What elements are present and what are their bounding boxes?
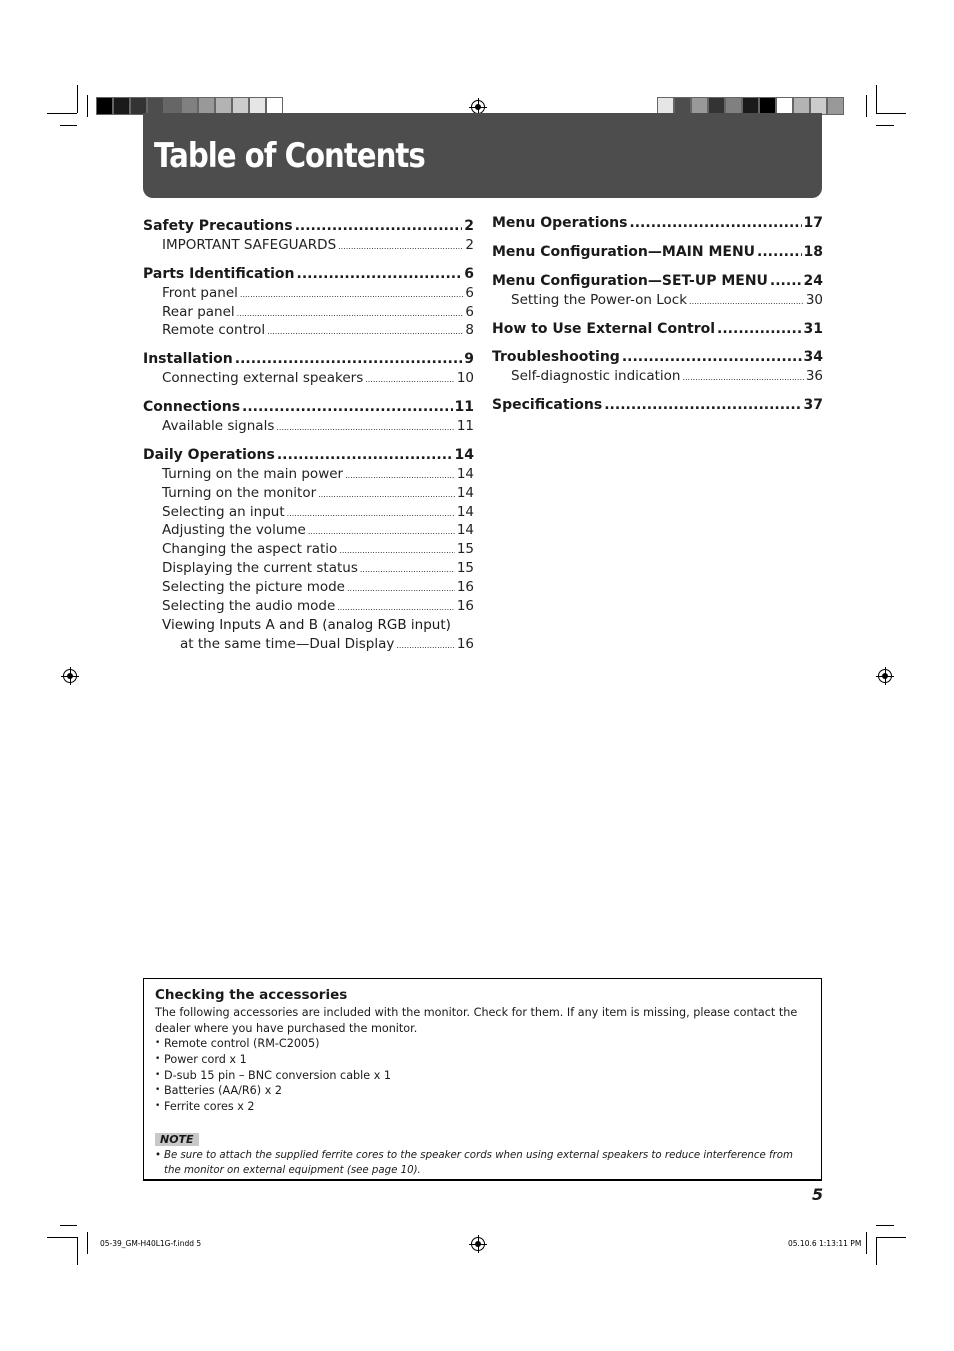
dot-leader	[682, 369, 803, 388]
toc-page-number: 14	[456, 484, 474, 501]
accessories-list	[155, 1036, 810, 1115]
crop-mark	[876, 125, 894, 126]
list-item: • Ferrite cores x 2	[155, 1099, 810, 1115]
color-swatch	[827, 97, 844, 115]
crop-mark	[47, 113, 77, 114]
dot-leader	[717, 320, 801, 339]
toc-group	[143, 350, 474, 388]
crop-mark	[876, 1237, 906, 1238]
toc-subsection-entry[interactable]	[143, 465, 474, 484]
toc-subsection-entry[interactable]	[143, 559, 474, 578]
toc-group	[492, 320, 823, 339]
toc-section-entry[interactable]	[492, 272, 823, 291]
toc-group	[492, 272, 823, 310]
toc-right-column	[492, 214, 823, 425]
dot-leader	[318, 486, 455, 505]
toc-page-number: 14	[456, 522, 474, 539]
toc-page-number: 10	[456, 370, 474, 387]
toc-section-entry[interactable]	[492, 214, 823, 233]
accessories-intro: The following accessories are included with the monitor. Check for them. If any item is missing, please contact the dealer where you have purchased the monitor.	[155, 1006, 798, 1035]
toc-section-entry[interactable]	[143, 217, 474, 236]
toc-entry-title: Available signals	[162, 418, 275, 435]
dot-leader	[237, 305, 464, 324]
slug-timestamp: 05.10.6 1:13:11 PM	[788, 1239, 862, 1248]
toc-subsection-entry[interactable]	[143, 369, 474, 388]
crop-mark	[77, 85, 78, 113]
list-item: • Remote control (RM-C2005)	[155, 1036, 810, 1052]
toc-page-number: 17	[803, 215, 823, 231]
dot-leader	[267, 323, 463, 342]
list-item: • D-sub 15 pin – BNC conversion cable x 1	[155, 1068, 810, 1084]
toc-section-entry[interactable]	[492, 243, 823, 262]
page-title: Table of Contents	[154, 136, 425, 176]
note-text: • Be sure to attach the supplied ferrite cores to the speaker cords when using external speakers to reduce interference from the monitor on external equipment (see page 10).	[155, 1148, 810, 1178]
crop-mark	[876, 113, 906, 114]
toc-page-number: 2	[465, 236, 474, 253]
crop-mark	[47, 1237, 77, 1238]
toc-entry-title: Menu Configuration—MAIN MENU	[492, 243, 756, 260]
toc-page-number: 2	[464, 218, 474, 234]
accessories-heading: Checking the accessories	[155, 987, 348, 1003]
toc-section-entry[interactable]	[492, 320, 823, 339]
toc-page-number: 36	[805, 368, 823, 385]
dot-leader	[287, 505, 455, 524]
toc-group	[143, 265, 474, 341]
toc-group	[492, 214, 823, 233]
toc-group	[492, 243, 823, 262]
color-swatch	[113, 97, 130, 115]
toc-entry-title: IMPORTANT SAFEGUARDS	[162, 236, 337, 253]
registration-mark-icon	[471, 100, 485, 114]
toc-group	[143, 446, 474, 654]
toc-page-number: 30	[805, 291, 823, 308]
toc-subsection-entry[interactable]	[143, 417, 474, 436]
toc-entry-title: Specifications	[492, 397, 603, 414]
toc-subsection-entry[interactable]	[143, 578, 474, 597]
toc-page-number: 34	[803, 349, 823, 366]
toc-entry-title: Selecting the picture mode	[162, 579, 345, 596]
toc-entry-title: Safety Precautions	[143, 218, 293, 234]
dot-leader	[365, 371, 455, 390]
crop-mark	[866, 95, 867, 117]
toc-page-number: 11	[454, 399, 474, 416]
toc-entry-title: Adjusting the volume	[162, 522, 306, 539]
toc-subsection-entry[interactable]: Viewing Inputs A and B (analog RGB input)	[162, 616, 451, 633]
dot-leader	[277, 446, 453, 465]
toc-entry-title: Troubleshooting	[492, 349, 620, 366]
dot-leader	[629, 214, 801, 233]
toc-page-number: 9	[464, 351, 474, 368]
dot-leader	[338, 238, 463, 257]
toc-subsection-entry[interactable]	[492, 291, 823, 310]
crop-mark	[87, 95, 88, 117]
toc-entry-title: Connections	[143, 399, 241, 416]
registration-mark-icon	[878, 669, 892, 683]
toc-subsection-entry[interactable]	[143, 236, 474, 255]
toc-entry-title: Changing the aspect ratio	[162, 541, 338, 558]
dot-leader	[276, 419, 454, 438]
dot-leader	[345, 467, 455, 486]
toc-page-number: 14	[454, 446, 474, 463]
toc-page-number: 14	[456, 503, 474, 520]
crop-mark	[876, 1237, 877, 1265]
toc-entry-title: Rear panel	[162, 303, 235, 320]
dot-leader	[347, 580, 455, 599]
page-number: 5	[812, 1185, 824, 1204]
dot-leader	[295, 217, 463, 236]
toc-page-number: 15	[456, 560, 474, 577]
toc-subsection-entry[interactable]	[143, 635, 474, 654]
toc-page-number: 15	[456, 541, 474, 558]
toc-page-number: 6	[465, 284, 474, 301]
toc-section-entry[interactable]	[492, 396, 823, 415]
toc-entry-title: Selecting the audio mode	[162, 598, 336, 615]
toc-section-entry[interactable]	[143, 350, 474, 369]
crop-mark	[60, 125, 77, 126]
dot-leader	[360, 561, 455, 580]
toc-entry-title: Installation	[143, 351, 233, 368]
toc-subsection-entry[interactable]	[143, 321, 474, 340]
list-item: • Power cord x 1	[155, 1052, 810, 1068]
toc-entry-title: Front panel	[162, 284, 238, 301]
toc-page-number: 8	[465, 322, 474, 339]
toc-group	[492, 348, 823, 386]
toc-entry-title: Setting the Power-on Lock	[511, 291, 688, 308]
toc-page-number: 14	[456, 465, 474, 482]
toc-entry-title: Self-diagnostic indication	[511, 368, 681, 385]
registration-mark-icon	[63, 669, 77, 683]
toc-entry-title: Menu Operations	[492, 215, 628, 231]
slug-filename: 05-39_GM-H40L1G-f.indd 5	[100, 1239, 202, 1248]
dot-leader	[297, 265, 463, 284]
toc-group	[143, 217, 474, 255]
toc-entry-title: How to Use External Control	[492, 320, 716, 337]
toc-page-number: 6	[464, 265, 474, 282]
dot-leader	[757, 243, 801, 262]
crop-mark	[866, 1232, 867, 1254]
toc-subsection-entry[interactable]	[143, 540, 474, 559]
toc-group	[492, 396, 823, 415]
toc-subsection-entry[interactable]	[143, 284, 474, 303]
toc-entry-title: Displaying the current status	[162, 560, 358, 577]
toc-subsection-entry[interactable]	[143, 521, 474, 540]
toc-section-entry[interactable]	[143, 446, 474, 465]
toc-page-number: 16	[456, 635, 474, 652]
toc-entry-title: Remote control	[162, 322, 266, 339]
toc-entry-title: Parts Identification	[143, 265, 295, 282]
toc-subsection-entry[interactable]	[143, 597, 474, 616]
color-swatch	[96, 97, 113, 115]
accessories-box	[143, 978, 822, 1181]
dot-leader	[604, 396, 801, 415]
dot-leader	[396, 637, 454, 656]
toc-subsection-entry[interactable]	[143, 503, 474, 522]
crop-mark	[876, 1225, 894, 1226]
crop-mark	[60, 1225, 77, 1226]
registration-mark-icon	[471, 1237, 485, 1251]
toc-entry-title: Connecting external speakers	[162, 370, 364, 387]
note-badge: NOTE	[155, 1133, 199, 1146]
toc-page-number: 18	[803, 243, 823, 260]
toc-page-number: 6	[465, 303, 474, 320]
toc-entry-title: Turning on the monitor	[162, 484, 317, 501]
dot-leader	[240, 286, 464, 305]
toc-page-number: 24	[803, 272, 823, 289]
toc-page-number: 16	[456, 579, 474, 596]
crop-mark	[876, 85, 877, 113]
dot-leader	[235, 350, 462, 369]
toc-entry-title: at the same time—Dual Display	[180, 635, 395, 652]
toc-subsection-entry[interactable]	[492, 367, 823, 386]
toc-group	[143, 398, 474, 436]
toc-page-number: 16	[456, 598, 474, 615]
dot-leader	[242, 398, 452, 417]
toc-page-number: 31	[803, 320, 823, 337]
toc-left-column	[143, 217, 474, 664]
toc-entry-title: Daily Operations	[143, 446, 275, 463]
toc-entry-title: Selecting an input	[162, 503, 285, 520]
dot-leader	[770, 272, 802, 291]
toc-subsection-entry[interactable]	[143, 303, 474, 322]
toc-entry-title: Menu Configuration—SET-UP MENU	[492, 272, 768, 289]
toc-section-entry[interactable]	[143, 265, 474, 284]
dot-leader	[622, 348, 802, 367]
dot-leader	[689, 293, 804, 312]
toc-section-entry[interactable]	[143, 398, 474, 417]
list-item: • Batteries (AA/R6) x 2	[155, 1083, 810, 1099]
toc-page-number: 11	[456, 418, 474, 435]
crop-mark	[77, 1237, 78, 1265]
crop-mark	[87, 1232, 88, 1254]
toc-subsection-entry[interactable]	[143, 484, 474, 503]
toc-page-number: 37	[803, 397, 823, 414]
toc-section-entry[interactable]	[492, 348, 823, 367]
toc-entry-title: Turning on the main power	[162, 465, 344, 482]
